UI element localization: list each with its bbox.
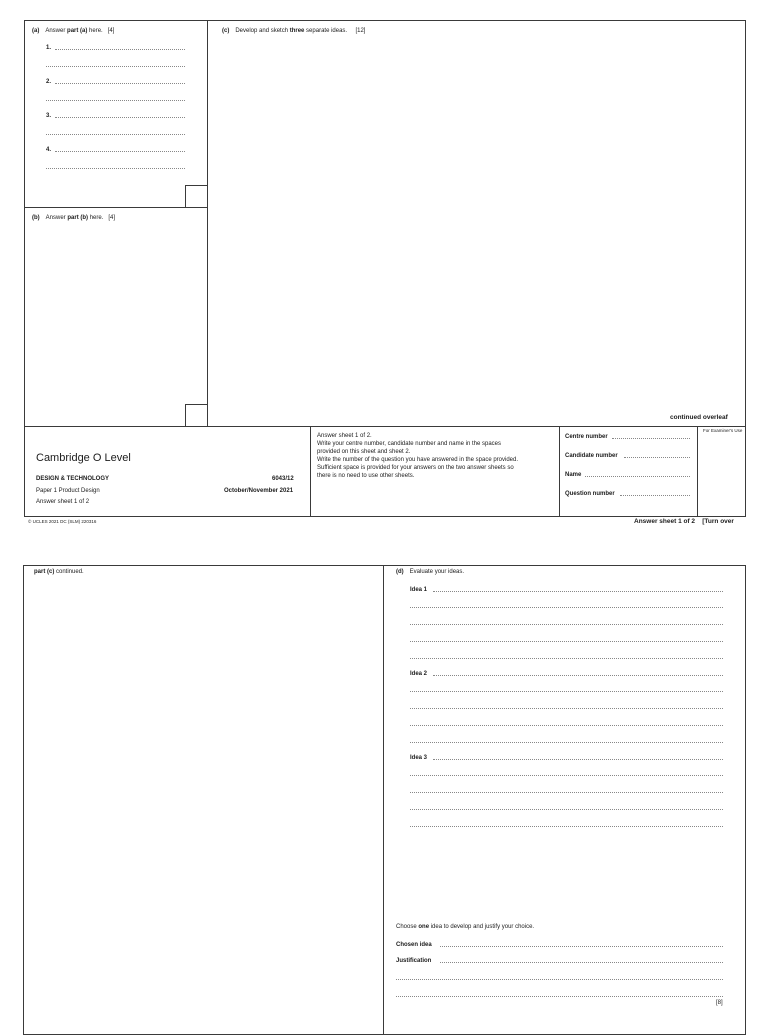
part-c-bold: three xyxy=(289,28,305,34)
idea-3-line[interactable] xyxy=(433,759,723,760)
candidate-number-field[interactable] xyxy=(624,457,690,458)
idea-1-line[interactable] xyxy=(410,641,723,642)
centre-number-field[interactable] xyxy=(612,438,690,439)
idea-1-line[interactable] xyxy=(410,658,723,659)
part-a-item-3-number: 3. xyxy=(46,113,52,119)
copyright-notice: © UCLES 2021 DC (SLM) 220316 xyxy=(28,519,97,524)
candidate-number-label: Candidate number xyxy=(565,453,618,459)
part-a-item-3-line-2[interactable] xyxy=(46,134,185,135)
idea-2-line[interactable] xyxy=(410,725,723,726)
exam-session: October/November 2021 xyxy=(224,488,294,494)
idea-3-line[interactable] xyxy=(410,826,723,827)
chosen-idea-field[interactable] xyxy=(440,946,723,947)
idea-1-line[interactable] xyxy=(410,624,723,625)
paper-title: Paper 1 Product Design xyxy=(36,488,100,494)
part-a-letter: (a) xyxy=(32,28,40,34)
part-a-item-4-number: 4. xyxy=(46,147,52,153)
instruction-line: Write your centre number, candidate number and name in the spaces xyxy=(317,441,501,447)
choose-instruction xyxy=(396,923,534,931)
part-d-letter: (d) xyxy=(396,569,404,575)
idea-2-label: Idea 2 xyxy=(410,671,428,677)
choose-suffix: idea to develop and justify your choice. xyxy=(429,924,535,930)
part-d-heading xyxy=(396,568,464,576)
justification-line[interactable] xyxy=(396,979,723,980)
idea-3-line[interactable] xyxy=(410,775,723,776)
question-number-field[interactable] xyxy=(620,495,690,496)
part-a-item-1-number: 1. xyxy=(46,45,52,51)
part-c-continued-heading xyxy=(34,568,84,576)
idea-1-label: Idea 1 xyxy=(410,587,428,593)
part-c-sketch-area[interactable] xyxy=(210,38,743,408)
paper-code: 6043/12 xyxy=(272,476,294,482)
part-b-heading xyxy=(32,214,115,222)
part-a-marks: [4] xyxy=(107,28,115,34)
part-a-item-1-line[interactable] xyxy=(55,49,185,50)
part-a-item-2-line-2[interactable] xyxy=(46,100,185,101)
choose-prefix: Choose xyxy=(396,924,419,930)
justification-line[interactable] xyxy=(440,962,723,963)
idea-3-label: Idea 3 xyxy=(410,755,428,761)
part-a-item-1-line-2[interactable] xyxy=(46,66,185,67)
part-d-marks: [8] xyxy=(716,1000,723,1006)
sheet1-column-divider xyxy=(207,20,208,426)
justification-label: Justification xyxy=(396,958,432,964)
instruction-line: Answer sheet 1 of 2. xyxy=(317,433,372,439)
chosen-idea-label: Chosen idea xyxy=(396,942,432,948)
centre-number-label: Centre number xyxy=(565,434,608,440)
idea-1-line[interactable] xyxy=(433,591,723,592)
idea-3-line[interactable] xyxy=(410,792,723,793)
part-b-suffix: here. xyxy=(88,215,104,221)
part-c-marks: [12] xyxy=(355,28,366,34)
part-c-continued-bold: part (c) xyxy=(34,569,55,575)
footer-divider-3 xyxy=(697,426,698,517)
idea-2-line[interactable] xyxy=(410,708,723,709)
part-b-mark-box[interactable] xyxy=(185,404,208,427)
part-a-item-4-line[interactable] xyxy=(55,151,185,152)
idea-1-line[interactable] xyxy=(410,607,723,608)
subject-name: DESIGN & TECHNOLOGY xyxy=(36,476,110,482)
name-label: Name xyxy=(565,472,582,478)
part-c-heading xyxy=(222,27,365,35)
part-a-suffix: here. xyxy=(87,28,103,34)
part-a-bold: part (a) xyxy=(67,28,88,34)
part-c-continued-sketch-area[interactable] xyxy=(26,580,380,1020)
instruction-line: there is no need to use other sheets. xyxy=(317,473,415,479)
part-a-item-2-number: 2. xyxy=(46,79,52,85)
instruction-line: provided on this sheet and sheet 2. xyxy=(317,449,411,455)
part-c-letter: (c) xyxy=(222,28,230,34)
sheet-number: Answer sheet 1 of 2 xyxy=(36,499,90,505)
part-a-prefix: Answer xyxy=(45,28,68,34)
part-c-continued-text: continued. xyxy=(54,569,84,575)
part-a-mark-box[interactable] xyxy=(185,185,208,208)
part-b-bold: part (b) xyxy=(67,215,89,221)
turn-over-note: Answer sheet 1 of 2 [Turn over xyxy=(634,518,734,525)
footer-divider-2 xyxy=(559,426,560,517)
footer-top-rule xyxy=(24,426,746,427)
idea-2-line[interactable] xyxy=(410,742,723,743)
part-a-b-divider xyxy=(24,207,207,208)
question-number-label: Question number xyxy=(565,491,615,497)
part-c-prefix: Develop and sketch xyxy=(235,28,290,34)
part-b-letter: (b) xyxy=(32,215,40,221)
continued-overleaf-note: continued overleaf xyxy=(670,414,728,421)
name-field[interactable] xyxy=(585,476,690,477)
idea-3-line[interactable] xyxy=(410,809,723,810)
part-b-prefix: Answer xyxy=(45,215,68,221)
idea-2-line[interactable] xyxy=(433,675,723,676)
part-a-heading xyxy=(32,27,114,35)
part-d-text: Evaluate your ideas. xyxy=(409,569,465,575)
brand-name: Cambridge O Level xyxy=(36,452,131,464)
part-b-marks: [4] xyxy=(108,215,116,221)
part-a-item-2-line[interactable] xyxy=(55,83,185,84)
footer-divider-1 xyxy=(310,426,311,517)
choose-bold: one xyxy=(418,924,430,930)
instruction-line: Sufficient space is provided for your answers on the two answer sheets so xyxy=(317,465,514,471)
part-c-suffix: separate ideas. xyxy=(304,28,348,34)
instruction-line: Write the number of the question you have answered in the space provided. xyxy=(317,457,519,463)
sheet2-column-divider xyxy=(383,565,384,1035)
part-a-item-3-line[interactable] xyxy=(55,117,185,118)
part-b-answer-area[interactable] xyxy=(26,225,206,403)
part-a-item-4-line-2[interactable] xyxy=(46,168,185,169)
idea-2-line[interactable] xyxy=(410,691,723,692)
examiner-use-label: For Examiner's Use xyxy=(703,428,743,433)
justification-line[interactable] xyxy=(396,996,723,997)
